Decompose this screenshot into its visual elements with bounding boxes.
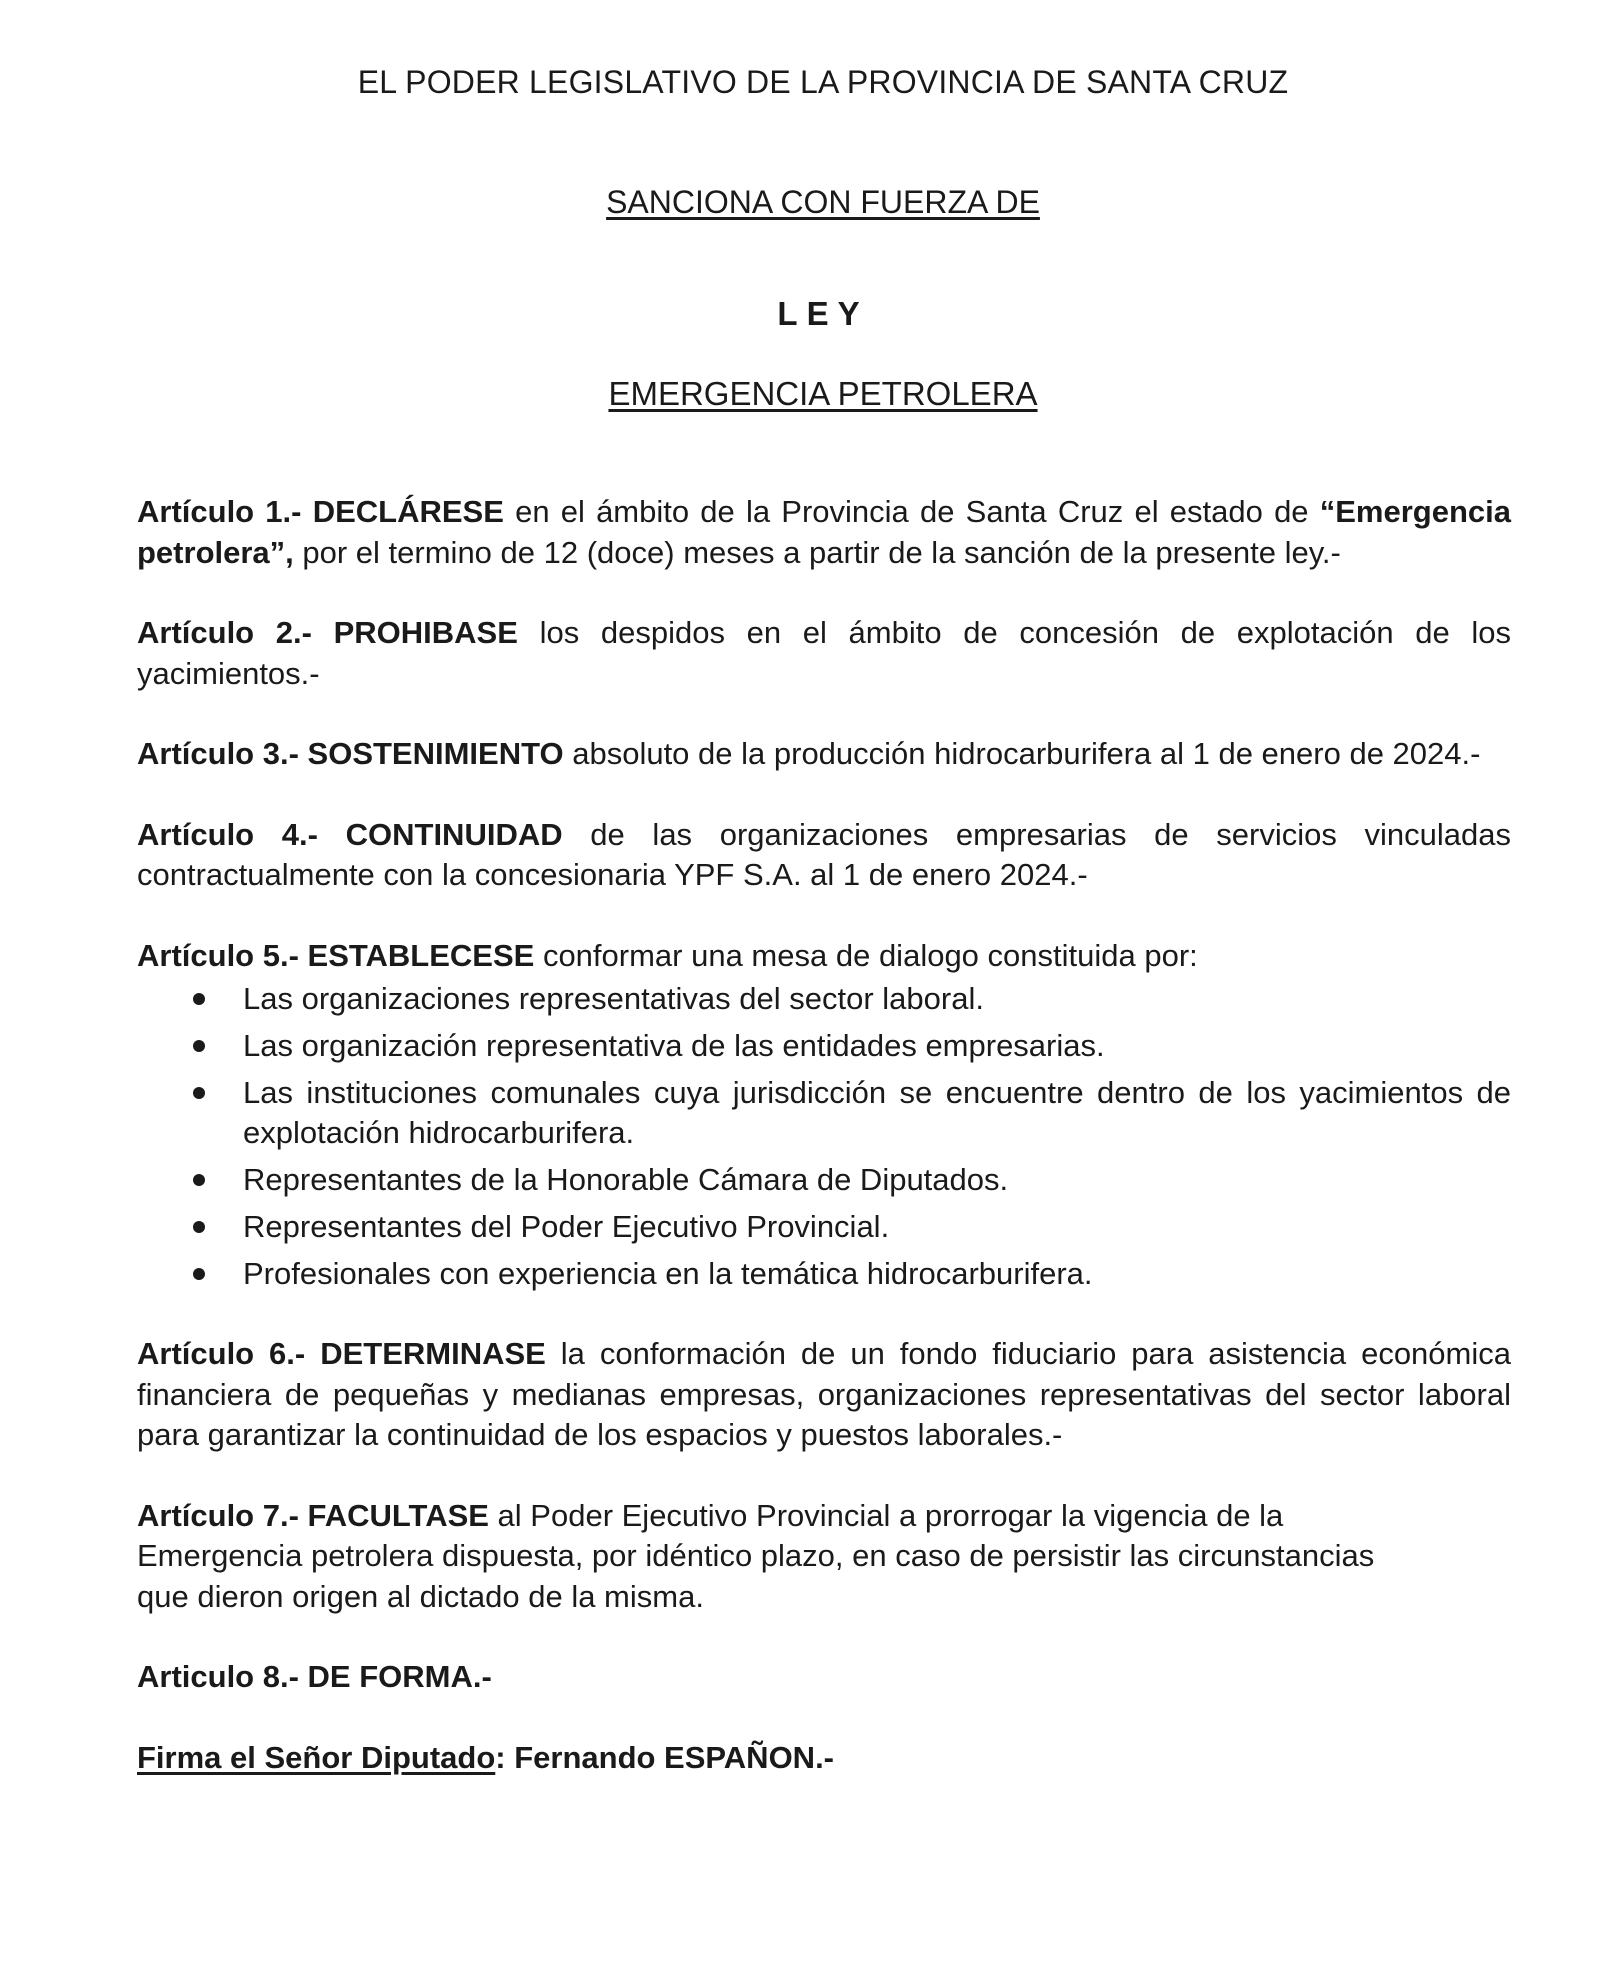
article-number: Artículo 7.- (137, 1497, 299, 1533)
article-verb: FACULTASE (307, 1497, 489, 1533)
article-verb: CONTINUIDAD (345, 816, 563, 852)
article-text: conformar una mesa de dialogo constituida por: (534, 937, 1198, 973)
article-7 (137, 1496, 1511, 1618)
signature-label: Firma el Señor Diputado (137, 1739, 496, 1775)
ley-heading: LEY (777, 295, 869, 332)
article-number: Artículo 6.- (137, 1336, 306, 1371)
article-text: en el ámbito de la Provincia de Santa Cruz el estado de (503, 494, 1320, 529)
list-item: Representantes de la Honorable Cámara de Diputados. (137, 1160, 1511, 1200)
article-text: al Poder Ejecutivo Provincial a prorrogar la vigencia de la Emergencia petrolera dispuesta, por idéntico plazo, en caso de persistir las circunstancias que dieron origen al dictado de la misma. (137, 1497, 1375, 1614)
signature-line (137, 1738, 1511, 1779)
legislature-heading: EL PODER LEGISLATIVO DE LA PROVINCIA DE SANTA CRUZ (357, 64, 1289, 100)
dialogue-table-members-list (137, 979, 1511, 1294)
article-emphasis: “Emergencia petrolera”, (137, 494, 1512, 570)
article-verb: PROHIBASE (333, 615, 518, 650)
signature-name: Fernando ESPAÑON.- (505, 1739, 835, 1775)
signature-separator: : (495, 1739, 506, 1775)
article-text: la conformación de un fondo fiduciario para asistencia económica financiera de pequeñas y medianas empresas, organizaciones representativas del sector laboral para garantizar la continuidad de los espacios y puestos laborales.- (137, 1336, 1511, 1452)
list-item: Las instituciones comunales cuya jurisdicción se encuentre dentro de los yacimientos de explotación hidrocarburifera. (137, 1073, 1511, 1153)
article-number: Articulo 8.- DE FORMA.- (137, 1659, 492, 1694)
list-item: Representantes del Poder Ejecutivo Provincial. (137, 1207, 1511, 1247)
article-verb: DETERMINASE (320, 1336, 546, 1371)
article-text: de las organizaciones empresarias de servicios vinculadas contractualmente con la concesionaria YPF S.A. al 1 de enero 2024.- (137, 816, 1511, 892)
article-2 (137, 613, 1511, 694)
article-8 (137, 1657, 1511, 1698)
article-number: Artículo 3.- (137, 736, 299, 771)
article-verb: SOSTENIMIENTO (307, 736, 564, 771)
article-6 (137, 1334, 1511, 1456)
article-text: absoluto de la producción hidrocarburifera al 1 de enero de 2024.- (563, 736, 1481, 771)
article-number: Artículo 1.- (137, 494, 302, 529)
article-5 (137, 936, 1511, 977)
article-number: Artículo 2.- (137, 615, 312, 650)
sanciona-heading: SANCIONA CON FUERZA DE (606, 184, 1040, 220)
article-verb: ESTABLECESE (307, 937, 535, 973)
article-number: Artículo 5.- (137, 937, 299, 973)
list-item: Profesionales con experiencia en la temática hidrocarburifera. (137, 1254, 1511, 1294)
list-item: Las organizaciones representativas del sector laboral. (137, 979, 1511, 1019)
list-item: Las organización representativa de las entidades empresarias. (137, 1026, 1511, 1066)
article-4 (137, 815, 1511, 896)
article-text: los despidos en el ámbito de concesión de explotación de los yacimientos.- (137, 615, 1511, 691)
law-body (137, 492, 1511, 1778)
article-3 (137, 734, 1511, 775)
article-verb: DECLÁRESE (312, 494, 504, 529)
article-1 (137, 492, 1511, 573)
article-text: por el termino de 12 (doce) meses a partir de la sanción de la presente ley.- (293, 534, 1341, 570)
law-title: EMERGENCIA PETROLERA (608, 375, 1038, 412)
article-number: Artículo 4.- (137, 816, 318, 852)
